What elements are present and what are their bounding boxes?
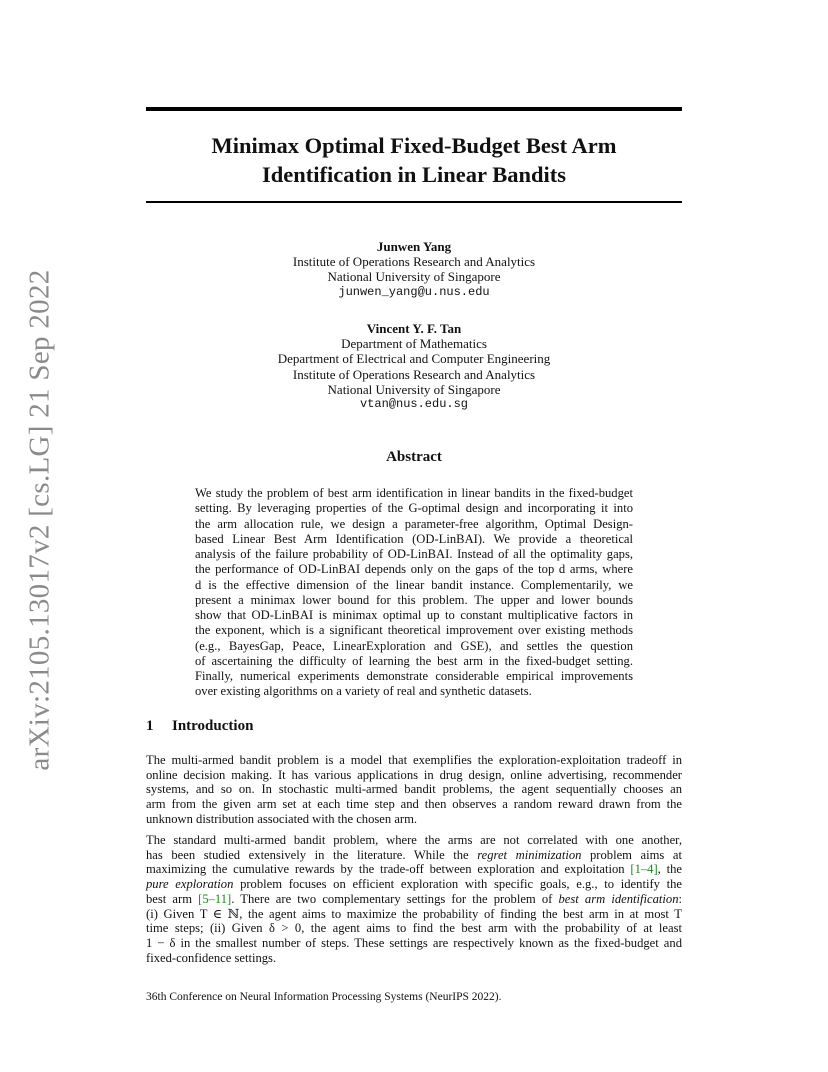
section-number: 1 [146, 718, 154, 734]
author-block-1 [146, 239, 682, 300]
text-run: problem aims at [581, 847, 683, 862]
author-email[interactable]: vtan@nus.edu.sg [359, 397, 469, 412]
abstract-line: the exponent, which is a significant theoretical improvement over existing methods [195, 623, 633, 638]
title-line-1: Minimax Optimal Fixed-Budget Best Arm [211, 133, 617, 158]
abstract-line: the performance of OD-LinBAI depends only on the gaps of the top d arms, where [195, 562, 633, 577]
paragraph-line [146, 892, 682, 907]
paragraph-line: time steps; (ii) Given δ > 0, the agent aims to find the best arm with the probability of at least [146, 921, 682, 936]
text-run: has been studied extensively in the literature. While the [146, 847, 478, 862]
author-name: Vincent Y. F. Tan [366, 321, 462, 336]
abstract-heading: Abstract [386, 449, 442, 465]
paragraph-line: online decision making. It has various applications in drug design, online advertising, recommender [146, 767, 682, 782]
abstract-line: over existing algorithms on a variety of real and synthetic datasets. [195, 684, 532, 699]
text-run: best arm [146, 891, 199, 906]
paragraph-line: systems, and so on. In stochastic multi-armed bandit problems, the agent sequentially chooses an [146, 782, 682, 797]
abstract-line: setting. By leveraging properties of the G-optimal design and incorporating it into [195, 501, 633, 516]
emphasis-pure-exploration: pure exploration [146, 877, 234, 892]
title-line-2: Identification in Linear Bandits [261, 162, 566, 187]
paragraph-line [146, 862, 682, 877]
paragraph-line [146, 877, 682, 892]
paragraph-line: (i) Given T ∈ ℕ, the agent aims to maximize the probability of finding the best arm in at most T [146, 906, 682, 921]
paragraph-line: fixed-confidence settings. [146, 950, 277, 965]
abstract-line: analysis of the failure probability of OD-LinBAI. Instead of all the optimality gaps, [195, 547, 633, 561]
text-run: . There are two complementary settings for the problem of [231, 891, 559, 906]
author-affiliation: Department of Electrical and Computer Engineering [277, 351, 551, 367]
abstract-line: based Linear Best Arm Identification (OD-LinBAI). We provide a theoretical [195, 531, 633, 546]
paragraph-line: The multi-armed bandit problem is a model that exemplifies the exploration-exploitation tradeoff in [146, 753, 682, 767]
abstract-line: present a minimax lower bound for this problem. The upper and lower bounds [195, 592, 633, 607]
abstract-line: of ascertaining the difficulty of learning the best arm in the fixed-budget setting. [195, 653, 633, 668]
paragraph-line: unknown distribution associated with the chosen arm. [146, 811, 418, 826]
arxiv-identifier-stamp: arXiv:2105.13017v2 [cs.LG] 21 Sep 2022 [23, 269, 56, 771]
paragraph-line [146, 848, 682, 863]
abstract-line: (e.g., BayesGap, Peace, LinearExploration and GSE), and settles the question [195, 638, 633, 653]
emphasis-regret-minimization: regret minimization [477, 847, 582, 862]
text-run: : [678, 891, 682, 906]
author-affiliation: National University of Singapore [327, 269, 501, 285]
section-title: Introduction [172, 718, 254, 734]
abstract-line: d is the effective dimension of the linear bandit instance. Complementarily, we [195, 577, 633, 592]
title-top-rule [146, 107, 682, 111]
intro-paragraph-2 [146, 833, 682, 965]
text-run: , the [657, 862, 682, 877]
conference-footnote: 36th Conference on Neural Information Processing Systems (NeurIPS 2022). [146, 991, 502, 1003]
text-run: problem focuses on efficient exploration with specific goals, e.g., to identify the [233, 877, 683, 892]
text-run: maximizing the cumulative rewards by the trade-off between exploration and exploitation [146, 862, 631, 877]
paragraph-line: 1 − δ in the smallest number of steps. These settings are respectively known as the fixed-budget and [146, 935, 682, 950]
abstract-line: show that OD-LinBAI is minimax optimal up to constant multiplicative factors in [195, 608, 633, 622]
paper-title [146, 131, 682, 189]
citation-link-1-4[interactable]: [1–4] [630, 862, 658, 877]
author-affiliation: Institute of Operations Research and Analytics [292, 254, 536, 270]
paragraph-line: The standard multi-armed bandit problem, where the arms are not correlated with one another, [146, 833, 682, 847]
author-block-2 [146, 321, 682, 412]
author-affiliation: Institute of Operations Research and Analytics [292, 366, 536, 382]
abstract-line: the arm allocation rule, we design a parameter-free algorithm, Optimal Design- [195, 516, 633, 531]
paragraph-line: arm from the given arm set at each time step and then observes a random reward drawn from the [146, 797, 682, 812]
intro-paragraph-1 [146, 753, 682, 827]
author-email[interactable]: junwen_yang@u.nus.edu [338, 284, 490, 299]
emphasis-best-arm-identification: best arm identification [558, 891, 679, 906]
abstract-body [195, 486, 633, 700]
citation-link-5-11[interactable]: [5–11] [198, 891, 232, 906]
title-bottom-rule [146, 201, 682, 203]
abstract-line: We study the problem of best arm identification in linear bandits in the fixed-budget [195, 486, 633, 500]
author-affiliation: National University of Singapore [327, 381, 501, 397]
author-name: Junwen Yang [376, 239, 452, 254]
section-heading-introduction [146, 718, 253, 735]
abstract-line: Finally, numerical experiments demonstrate considerable empirical improvements [195, 669, 633, 683]
author-affiliation: Department of Mathematics [341, 336, 487, 352]
